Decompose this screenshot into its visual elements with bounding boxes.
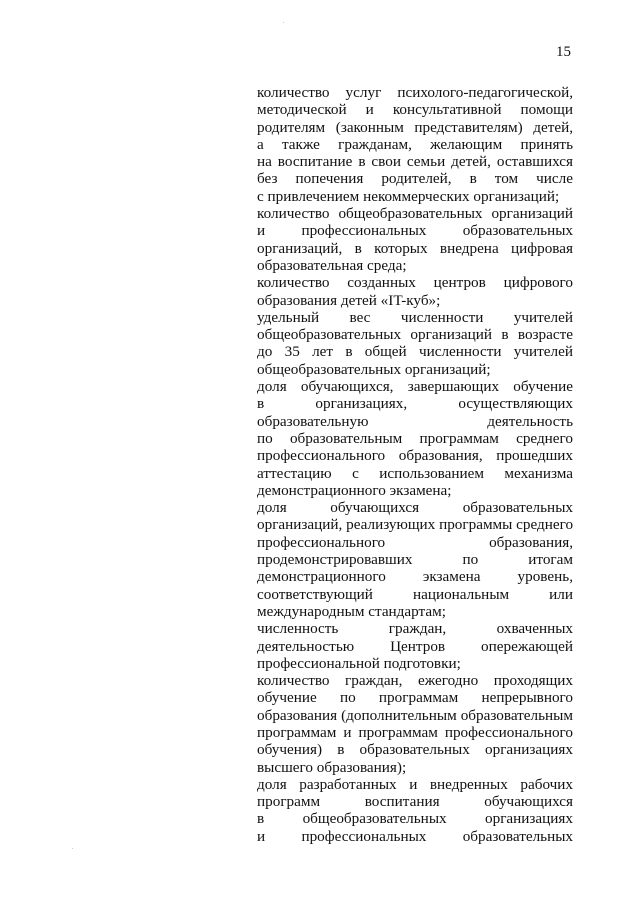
text-line: до 35 лет в общей численности учителей xyxy=(257,343,573,361)
text-line: обучение по программам непрерывного xyxy=(257,689,573,707)
text-line: доля обучающихся, завершающих обучение xyxy=(257,378,573,396)
text-line: образования детей «IT-куб»; xyxy=(257,291,441,309)
text-line: на воспитание в свои семьи детей, оставшихся xyxy=(257,153,573,171)
text-line: образовательная среда; xyxy=(257,256,407,274)
text-line: программ воспитания обучающихся xyxy=(257,793,573,811)
text-line: аттестацию с использованием механизма xyxy=(257,464,573,482)
text-line: программам и программам профессионального xyxy=(257,723,573,741)
text-line: в общеобразовательных организациях xyxy=(257,810,573,828)
text-line: организаций, в которых внедрена цифровая xyxy=(257,239,573,257)
text-line: соответствующий национальным или xyxy=(257,585,573,603)
text-line: количество созданных центров цифрового xyxy=(257,274,573,292)
text-line: в организациях, осуществляющих xyxy=(257,395,573,413)
text-line: без попечения родителей, в том числе xyxy=(257,170,573,188)
text-line: деятельностью Центров опережающей xyxy=(257,637,573,655)
text-line: продемонстрировавших по итогам xyxy=(257,551,573,569)
text-line: доля разработанных и внедренных рабочих xyxy=(257,775,573,793)
text-line: обучения) в образовательных организациях xyxy=(257,741,573,759)
text-line: организаций, реализующих программы среднего xyxy=(257,516,574,534)
text-line: профессионального образования, прошедших xyxy=(257,447,573,465)
text-line: и профессиональных образовательных xyxy=(257,222,573,240)
text-line: с привлечением некоммерческих организаций; xyxy=(257,187,560,205)
text-line: по образовательным программам среднего xyxy=(257,429,573,447)
scan-speck xyxy=(72,848,73,849)
text-line: демонстрационного экзамена; xyxy=(257,481,452,499)
text-line: международным стандартам; xyxy=(257,602,446,620)
text-line: методической и консультативной помощи xyxy=(257,101,573,119)
text-line: общеобразовательных организаций в возрасте xyxy=(257,326,573,344)
text-line: и профессиональных образовательных xyxy=(257,827,573,845)
scan-speck xyxy=(283,22,284,23)
document-body xyxy=(257,84,573,845)
text-line: родителям (законным представителям) детей, xyxy=(257,118,573,136)
text-line: общеобразовательных организаций; xyxy=(257,360,491,378)
text-line: количество общеобразовательных организаций xyxy=(257,205,573,223)
text-line: профессионального образования, xyxy=(257,533,573,551)
text-line: численность граждан, охваченных xyxy=(257,620,573,638)
page-number: 15 xyxy=(556,44,571,60)
text-line: высшего образования); xyxy=(257,758,407,776)
text-line: профессиональной подготовки; xyxy=(257,654,461,672)
text-line: доля обучающихся образовательных xyxy=(257,499,573,517)
text-line: а также гражданам, желающим принять xyxy=(257,135,573,153)
text-line: количество граждан, ежегодно проходящих xyxy=(257,672,573,690)
text-line: образовательную деятельность xyxy=(257,412,573,430)
text-line: удельный вес численности учителей xyxy=(257,308,573,326)
text-line: количество услуг психолого-педагогической, xyxy=(257,84,573,101)
text-line: образования (дополнительным образовательным xyxy=(257,706,573,724)
text-line: демонстрационного экзамена уровень, xyxy=(257,568,573,586)
